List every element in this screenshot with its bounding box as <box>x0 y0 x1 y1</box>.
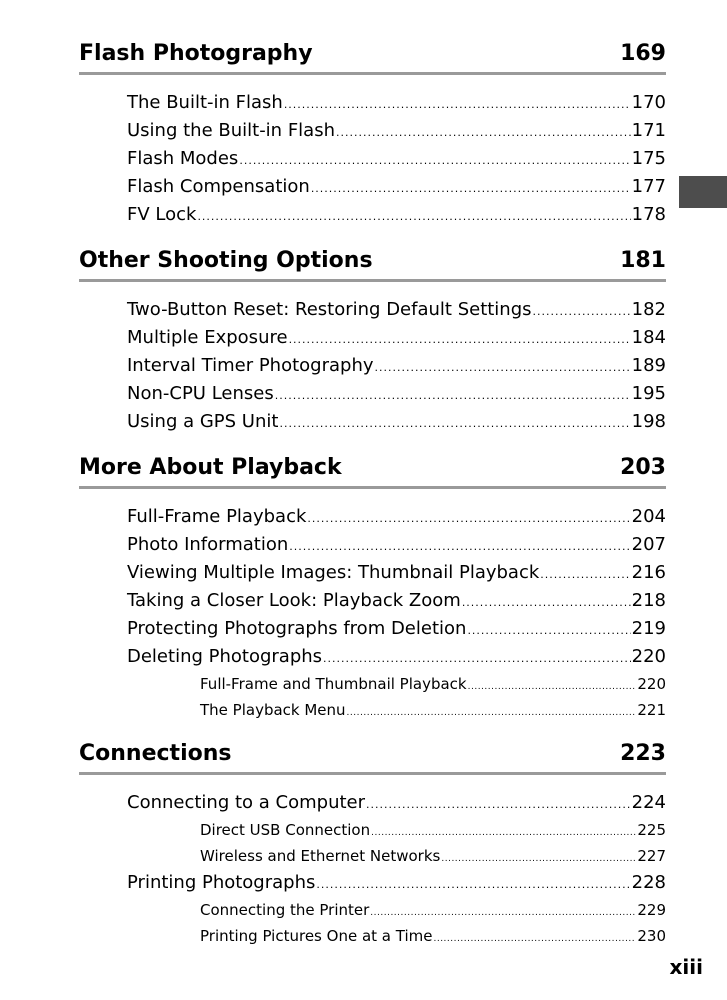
dot-leader <box>375 354 631 382</box>
section-flash-photography <box>79 36 666 229</box>
toc-entry[interactable] <box>127 380 666 408</box>
toc-entry[interactable] <box>127 869 666 897</box>
entry-page: 216 <box>631 562 666 583</box>
entry-title: Printing Photographs <box>127 872 316 893</box>
entry-title: Protecting Photographs from Deletion <box>127 618 467 639</box>
entry-page: 178 <box>631 204 666 225</box>
entry-title: FV Lock <box>127 204 197 225</box>
toc-entry[interactable] <box>127 559 666 587</box>
section-more-about-playback <box>79 450 666 723</box>
entry-title: Using the Built-in Flash <box>127 120 335 141</box>
dot-leader <box>540 561 630 589</box>
entry-title: Deleting Photographs <box>127 646 323 667</box>
page-folio: xiii <box>669 955 703 979</box>
entry-page: 171 <box>631 120 666 141</box>
entry-title: Flash Modes <box>127 148 239 169</box>
dot-leader <box>336 119 631 147</box>
entry-page: 207 <box>631 534 666 555</box>
dot-leader <box>467 617 630 645</box>
section-rule <box>79 772 666 775</box>
toc-subentry[interactable] <box>200 697 666 723</box>
dot-leader <box>197 203 630 231</box>
entry-page: 228 <box>631 872 666 893</box>
entry-title: Connecting the Printer <box>200 901 370 919</box>
entry-page: 182 <box>631 299 666 320</box>
entry-page: 225 <box>637 821 666 839</box>
toc-entry[interactable] <box>127 615 666 643</box>
toc-subentry[interactable] <box>200 671 666 697</box>
entry-title: Non-CPU Lenses <box>127 383 274 404</box>
dot-leader <box>279 410 630 438</box>
chapter-thumb-tab <box>679 176 727 208</box>
entry-title: Wireless and Ethernet Networks <box>200 847 441 865</box>
entry-title: Full-Frame Playback <box>127 506 307 527</box>
toc-entry[interactable] <box>127 89 666 117</box>
entry-page: 170 <box>631 92 666 113</box>
section-heading <box>79 736 666 766</box>
dot-leader <box>366 791 631 819</box>
toc-entry[interactable] <box>127 408 666 436</box>
toc-entry[interactable] <box>127 324 666 352</box>
section-page: 169 <box>620 41 666 66</box>
entry-page: 230 <box>637 927 666 945</box>
section-heading <box>79 450 666 480</box>
section-heading <box>79 36 666 66</box>
entry-page: 221 <box>637 701 666 719</box>
entry-page: 218 <box>631 590 666 611</box>
entry-title: Direct USB Connection <box>200 821 371 839</box>
toc-entry[interactable] <box>127 296 666 324</box>
entry-page: 184 <box>631 327 666 348</box>
toc-subentry[interactable] <box>200 897 666 923</box>
entry-title: Full-Frame and Thumbnail Playback <box>200 675 467 693</box>
entry-page: 227 <box>637 847 666 865</box>
entry-page: 204 <box>631 506 666 527</box>
entry-page: 229 <box>637 901 666 919</box>
dot-leader <box>316 871 630 899</box>
toc-entry[interactable] <box>127 531 666 559</box>
toc-subentry[interactable] <box>200 843 666 869</box>
toc-entry[interactable] <box>127 643 666 671</box>
entry-page: 224 <box>631 792 666 813</box>
section-connections <box>79 736 666 949</box>
section-title: Connections <box>79 741 232 766</box>
entry-title: The Playback Menu <box>200 701 346 719</box>
dot-leader <box>533 298 631 326</box>
toc-entry[interactable] <box>127 587 666 615</box>
section-title: Other Shooting Options <box>79 248 373 273</box>
entry-page: 198 <box>631 411 666 432</box>
entry-title: Connecting to a Computer <box>127 792 366 813</box>
section-rule <box>79 72 666 75</box>
dot-leader <box>307 505 630 533</box>
toc-entry[interactable] <box>127 173 666 201</box>
section-heading <box>79 243 666 273</box>
entry-title: Viewing Multiple Images: Thumbnail Playback <box>127 562 540 583</box>
dot-leader <box>323 645 631 673</box>
entry-title: Photo Information <box>127 534 289 555</box>
entry-title: Interval Timer Photography <box>127 355 374 376</box>
section-title: More About Playback <box>79 455 342 480</box>
entry-title: Printing Pictures One at a Time <box>200 927 433 945</box>
toc-entry[interactable] <box>127 789 666 817</box>
section-rule <box>79 486 666 489</box>
dot-leader <box>433 926 636 952</box>
dot-leader <box>462 589 631 617</box>
section-rule <box>79 279 666 282</box>
entry-page: 195 <box>631 383 666 404</box>
entry-title: Multiple Exposure <box>127 327 288 348</box>
entry-title: Taking a Closer Look: Playback Zoom <box>127 590 461 611</box>
toc-entry[interactable] <box>127 117 666 145</box>
entry-page: 220 <box>637 675 666 693</box>
section-other-shooting-options <box>79 243 666 436</box>
dot-leader <box>239 147 630 175</box>
dot-leader <box>289 326 631 354</box>
dot-leader <box>347 700 637 726</box>
toc-subentry[interactable] <box>200 817 666 843</box>
entry-page: 189 <box>631 355 666 376</box>
dot-leader <box>441 846 636 872</box>
dot-leader <box>275 382 631 410</box>
section-page: 203 <box>620 455 666 480</box>
entry-title: Two-Button Reset: Restoring Default Settings <box>127 299 532 320</box>
entry-title: Using a GPS Unit <box>127 411 279 432</box>
dot-leader <box>311 175 631 203</box>
dot-leader <box>284 91 631 119</box>
entry-page: 175 <box>631 148 666 169</box>
entry-page: 177 <box>631 176 666 197</box>
entry-page: 219 <box>631 618 666 639</box>
section-title: Flash Photography <box>79 41 313 66</box>
entry-title: Flash Compensation <box>127 176 310 197</box>
section-page: 223 <box>620 741 666 766</box>
toc-entry[interactable] <box>127 201 666 229</box>
entry-page: 220 <box>631 646 666 667</box>
dot-leader <box>289 533 630 561</box>
toc-entry[interactable] <box>127 503 666 531</box>
toc-subentry[interactable] <box>200 923 666 949</box>
toc-entry[interactable] <box>127 145 666 173</box>
entry-title: The Built-in Flash <box>127 92 283 113</box>
section-page: 181 <box>620 248 666 273</box>
dot-leader <box>468 674 637 700</box>
toc-entry[interactable] <box>127 352 666 380</box>
